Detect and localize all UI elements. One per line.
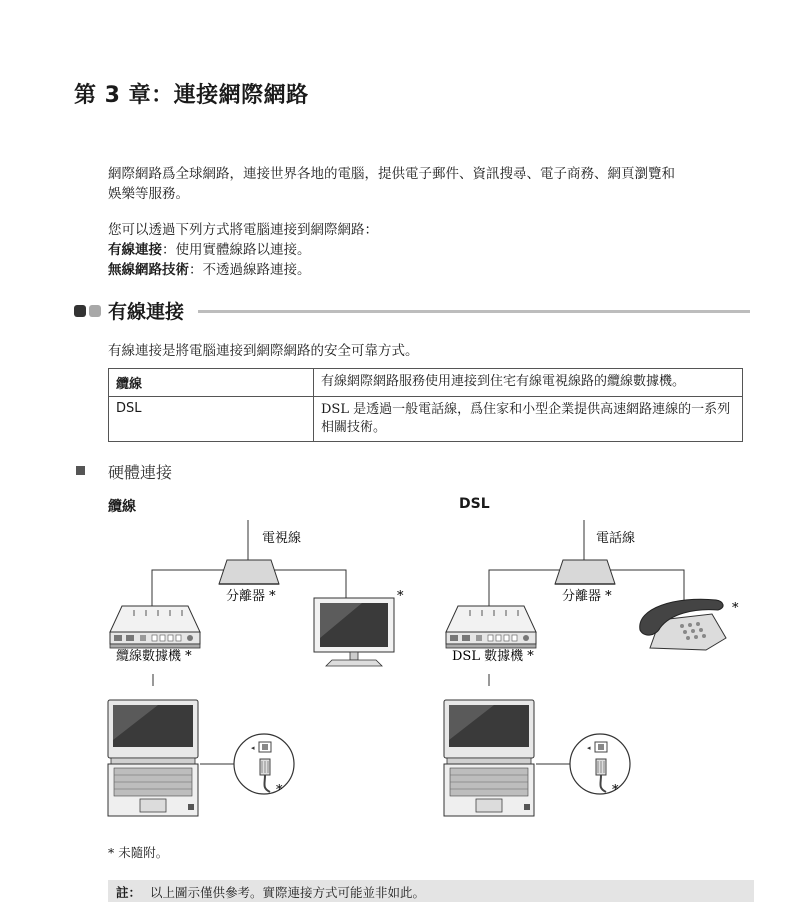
table-cell-desc: DSL 是透過一般電話線，爲住家和小型企業提供高速網路連線的一系列相關技術。: [314, 397, 743, 442]
connection-methods: [108, 220, 378, 280]
intro-line-2: 娛樂等服務。: [108, 186, 189, 202]
cable-heading: 纜線: [108, 499, 136, 515]
chapter-title: 第 3 章：連接網際網路: [74, 83, 309, 108]
dsl-modem-label: DSL 數據機 *: [452, 649, 534, 664]
wireless-label: 無線網路技術: [108, 262, 189, 278]
phone-star: *: [732, 601, 739, 616]
connection-table: [108, 368, 743, 442]
splitter-to-phone-line: [608, 570, 684, 604]
dsl-plug-star: *: [612, 783, 619, 798]
note-text: 以上圖示僅供參考。實際連接方式可能並非如此。: [150, 885, 426, 900]
dsl-splitter-label: 分離器 *: [562, 589, 612, 604]
table-cell-desc: 有線網際網路服務使用連接到住宅有線電視線路的纜線數據機。: [314, 369, 743, 397]
section-square-light: [89, 305, 101, 317]
monitor-icon: [314, 598, 394, 666]
dsl-splitter-icon: [555, 560, 615, 584]
footnote: * 未隨附。: [108, 845, 169, 860]
telephone-icon: [640, 599, 726, 650]
cable-plug-icon: [234, 734, 294, 794]
phone-line-label: 電話線: [596, 531, 636, 546]
monitor-star: *: [397, 589, 404, 604]
dsl-splitter-to-modem-line: [489, 570, 562, 606]
dsl-laptop-icon: [444, 700, 534, 816]
tv-line-label: 電視線: [262, 531, 302, 546]
method-wireless: [108, 260, 378, 280]
splitter-to-modem-line: [152, 570, 226, 606]
section-header: [74, 296, 750, 326]
table-cell-name: DSL: [109, 397, 314, 442]
section-square-dark: [74, 305, 86, 317]
dsl-modem-icon: [446, 606, 536, 648]
method-wired: [108, 240, 378, 260]
cable-laptop-icon: [108, 700, 198, 816]
dsl-diagram: [444, 520, 726, 816]
table-cell-name: 纜線: [109, 369, 314, 397]
wired-label: 有線連接: [108, 242, 162, 258]
cable-modem-icon: [110, 606, 200, 648]
cable-modem-label: 纜線數據機 *: [116, 649, 192, 664]
table-row: [109, 369, 743, 397]
note-label: 註：: [116, 885, 142, 900]
dsl-heading: DSL: [459, 496, 490, 512]
cable-splitter-icon: [219, 560, 279, 584]
intro-line-1: 網際網路爲全球網路，連接世界各地的電腦，提供電子郵件、資訊搜尋、電子商務、網頁瀏覽和: [108, 166, 675, 182]
methods-lead: 您可以透過下列方式將電腦連接到網際網路：: [108, 222, 378, 238]
table-row: [109, 397, 743, 442]
note-box: [108, 880, 754, 902]
cable-plug-star: *: [276, 783, 283, 798]
dsl-plug-icon: [570, 734, 630, 794]
intro-paragraph: [108, 164, 675, 204]
section-desc: 有線連接是將電腦連接到網際網路的安全可靠方式。: [108, 343, 419, 359]
hardware-diagram: [0, 510, 800, 830]
splitter-to-monitor-line: [272, 570, 346, 598]
wired-desc: ：使用實體線路以連接。: [162, 242, 311, 258]
cable-splitter-label: 分離器 *: [226, 589, 276, 604]
hardware-subhead: 硬體連接: [108, 463, 173, 482]
section-title: 有線連接: [108, 301, 185, 323]
subhead-bullet: [76, 466, 85, 475]
section-rule: [198, 310, 750, 313]
cable-diagram: [108, 520, 394, 816]
wireless-desc: ：不透過線路連接。: [189, 262, 311, 278]
